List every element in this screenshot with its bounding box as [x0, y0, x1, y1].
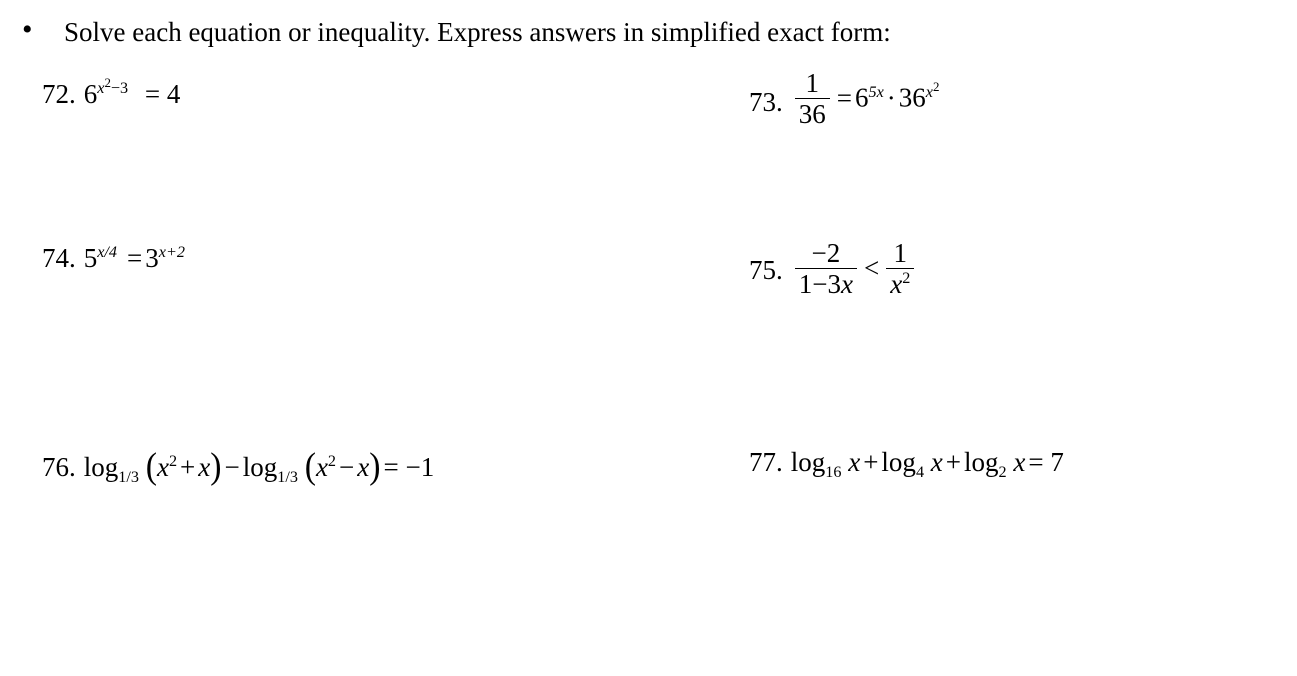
equals-sign: =: [127, 243, 143, 273]
exponent: x2−3: [97, 74, 129, 98]
problem-number: 73.: [749, 86, 783, 117]
fraction: $\frac{1}{36}$: [795, 68, 830, 129]
problem-number: 72.: [42, 79, 76, 109]
log-base: 2: [998, 462, 1007, 481]
fraction: $\frac{-2}{1-3x}$: [795, 238, 857, 299]
right-paren: ): [369, 446, 381, 487]
instruction-text: Solve each equation or inequality. Express answers in simplified exact form:: [64, 17, 891, 47]
problem-number: 75.: [749, 254, 783, 285]
exponent: 5x: [868, 82, 884, 101]
dot: ·: [886, 82, 896, 113]
problem-76: 76. $\log_{1/3} (x^2 + x) - \log_{1/3} (x^2 - x) = -1$: [42, 446, 435, 487]
exponent: x/4: [97, 243, 118, 262]
problem-73: [749, 70, 939, 131]
problem-77: 77. $\log_{16} x + \log_4 x + \log_2 x = 7$: [749, 447, 1064, 481]
base: 6: [83, 79, 98, 109]
base: 36: [898, 82, 926, 113]
rhs: = −1: [383, 452, 435, 482]
less-than-sign: <: [863, 252, 880, 283]
base: 3: [145, 243, 159, 273]
log-base: 16: [825, 462, 842, 481]
rhs: = 7: [1028, 447, 1064, 477]
fraction: $\frac{1}{x^2}$: [886, 238, 914, 299]
log-base: 4: [915, 462, 925, 481]
log-base: 1/3: [277, 467, 298, 486]
equals-sign: =: [836, 82, 852, 113]
right-paren: ): [210, 446, 222, 487]
problem-74: [42, 242, 185, 274]
left-paren: (: [145, 446, 157, 487]
problem-number: 77.: [749, 447, 783, 477]
log: log: [242, 452, 278, 482]
problem-number: 76.: [42, 452, 76, 482]
rhs: = 4: [144, 79, 181, 109]
left-paren: (: [304, 446, 316, 487]
bullet-point: •: [22, 13, 33, 46]
log-base: 1/3: [118, 467, 139, 486]
problem-72: [42, 74, 183, 110]
problem-number: 74.: [42, 243, 76, 273]
log: log: [83, 452, 119, 482]
base: 6: [854, 82, 869, 113]
problem-75: [749, 240, 918, 301]
base: 5: [83, 243, 98, 273]
exponent: x+2: [158, 243, 185, 262]
exponent: x2: [925, 78, 940, 101]
